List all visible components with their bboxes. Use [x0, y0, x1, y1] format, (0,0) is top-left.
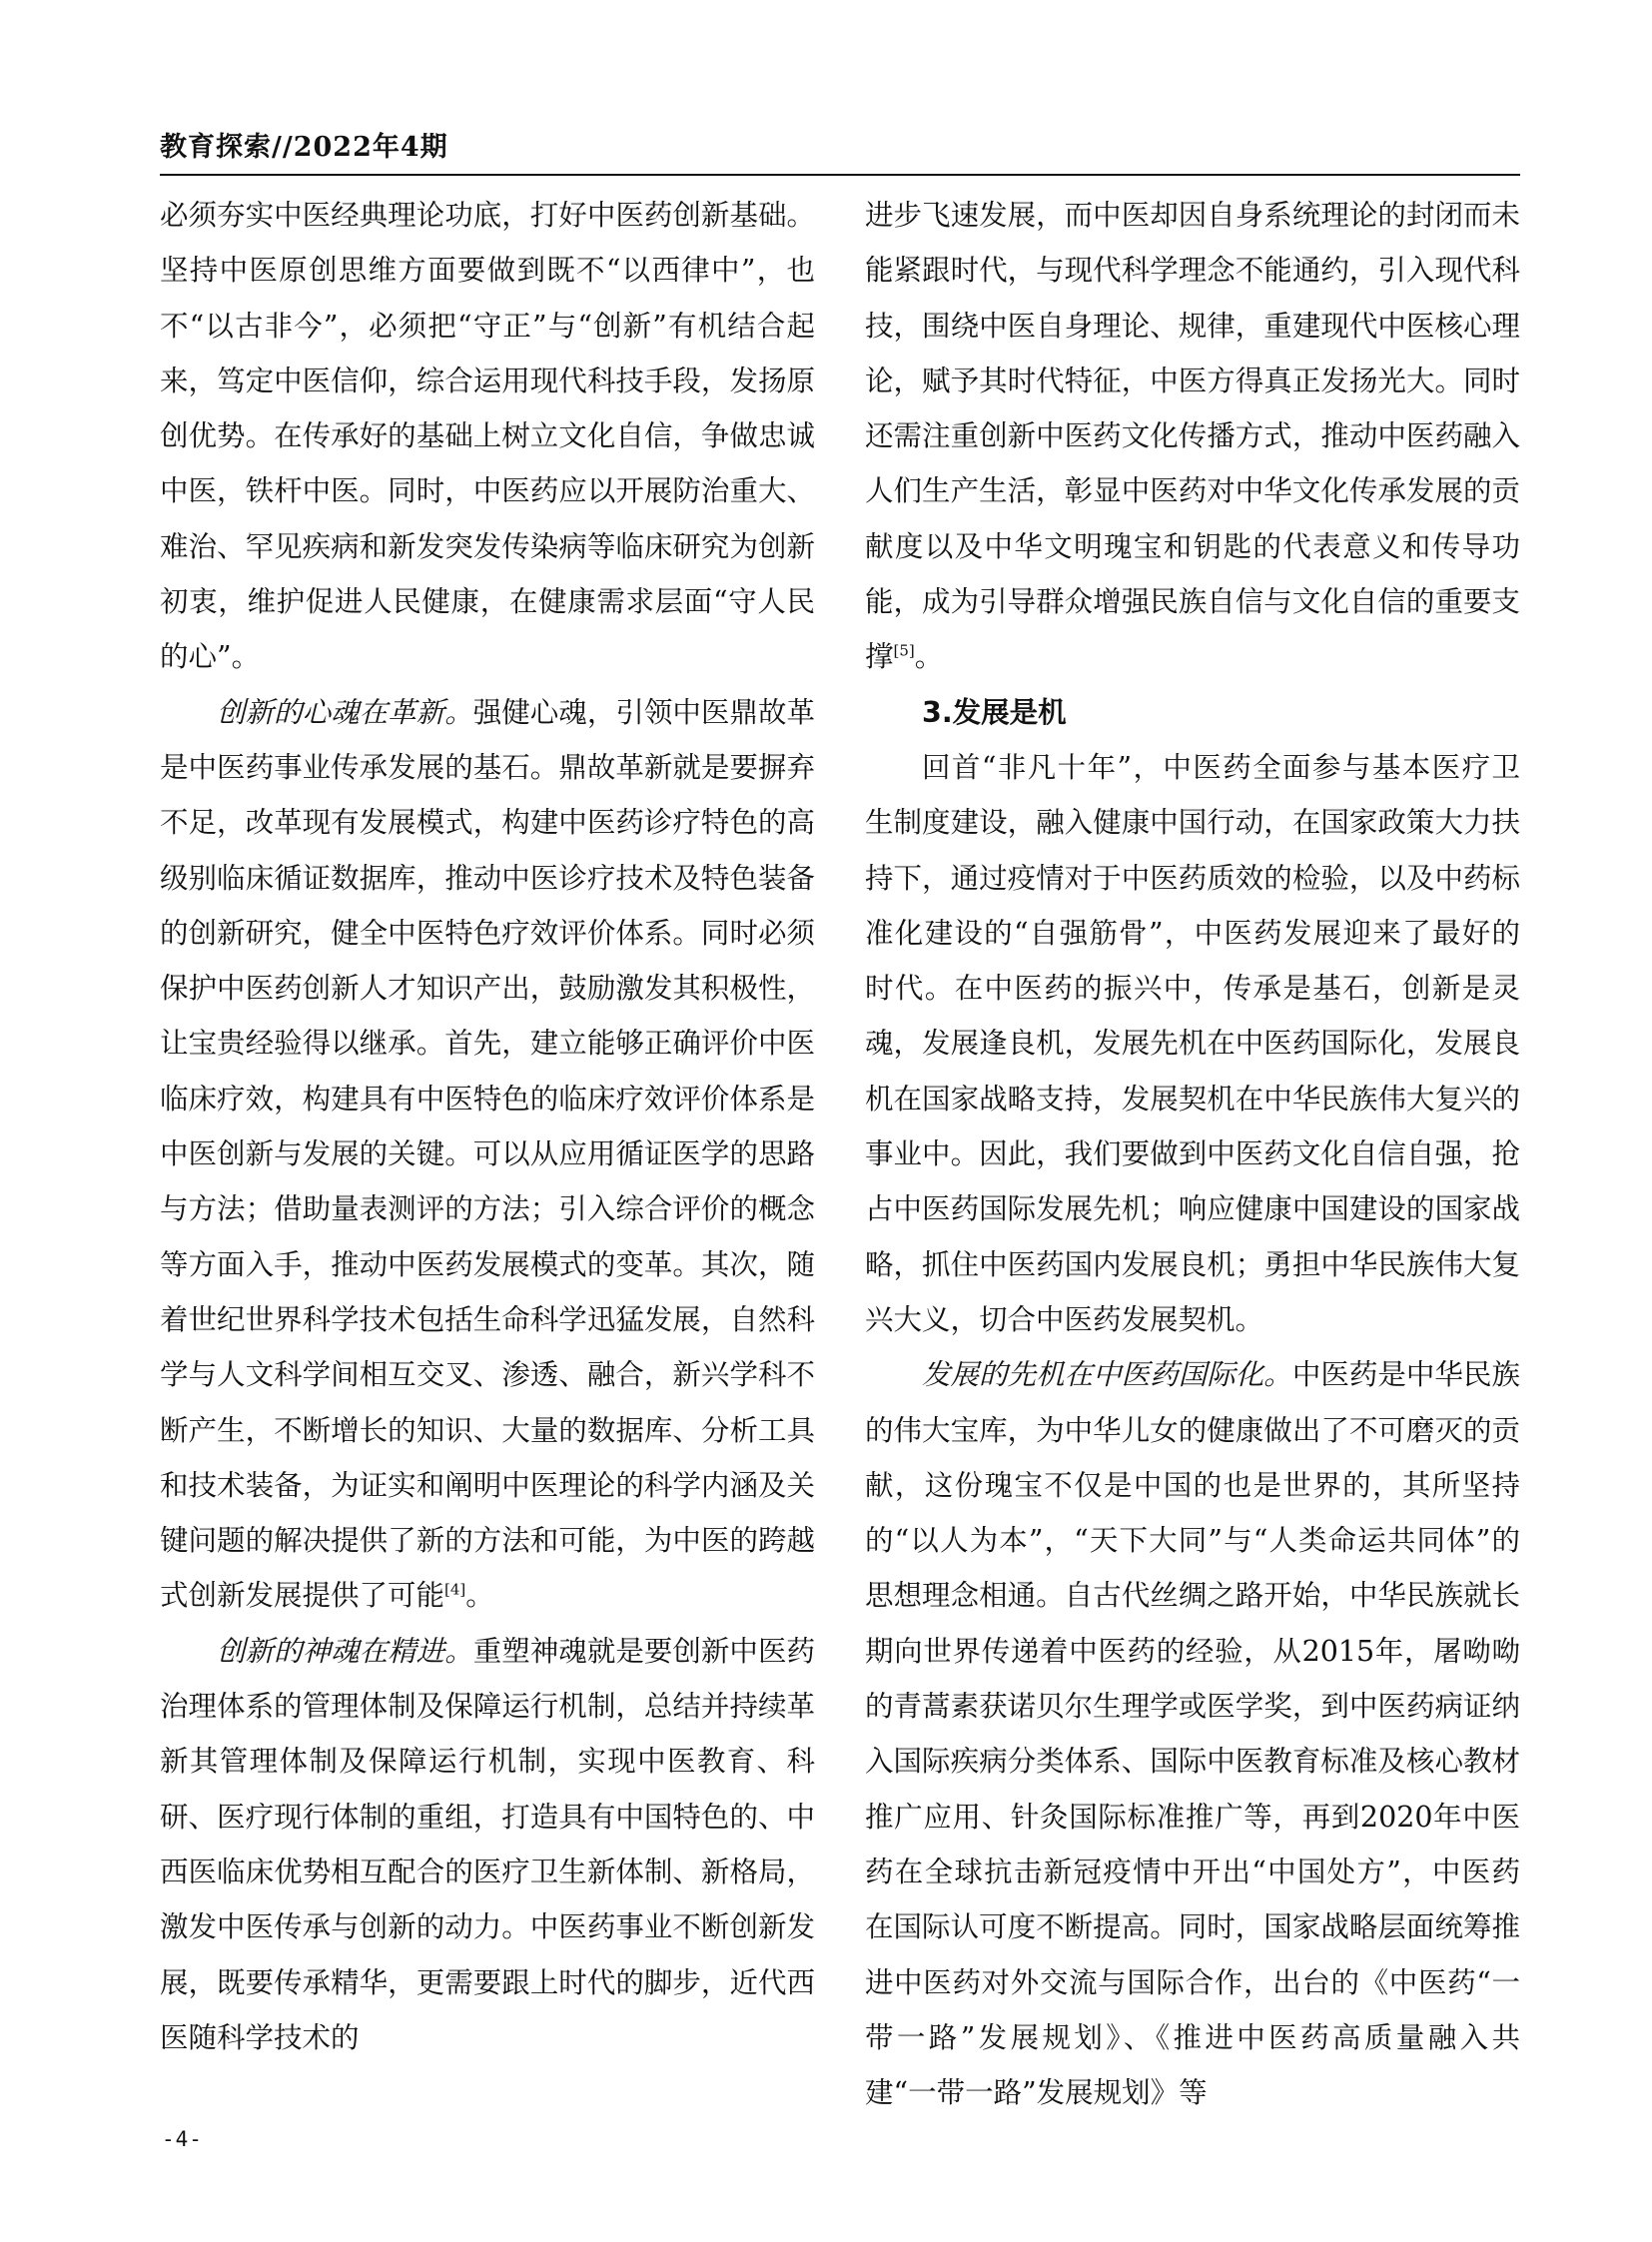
- paragraph-reform: [160, 685, 815, 1624]
- paragraph-body: 进步飞速发展，而中医却因自身系统理论的封闭而未能紧跟时代，与现代科学理念不能通约，引入现代科技，围绕中医自身理论、规律，重建现代中医核心理论，赋予其时代特征，中医方得真正发扬光大。同时还需注重创新中医药文化传播方式，推动中医药融入人们生产生活，彰显中医药对中华文化传承发展的贡献度以及中华文明瑰宝和钥匙的代表意义和传导功能，成为引导群众增强民族自信与文化自信的重要支撑: [865, 199, 1520, 674]
- paragraph-body: 重塑神魂就是要创新中医药治理体系的管理体制及保障运行机制，总结并持续革新其管理体制及保障运行机制，实现中医教育、科研、医疗现行体制的重组，打造具有中国特色的、中西医临床优势相互配合的医疗卫生新体制、新格局，激发中医传承与创新的动力。中医药事业不断创新发展，既要传承精华，更需要跟上时代的脚步，近代西医随科学技术的: [160, 1634, 815, 2054]
- paragraph-end: 。: [914, 640, 944, 674]
- paragraph-lead: 发展的先机在中医药国际化。: [922, 1358, 1292, 1392]
- paragraph-body: 中医药是中华民族的伟大宝库，为中华儿女的健康做出了不可磨灭的贡献，这份瑰宝不仅是中国的也是世界的，其所坚持的“以人为本”，“天下大同”与“人类命运共同体”的思想理念相通。自古代丝绸之路开始，中华民族就长期向世界传递着中医药的经验，从2015年，屠呦呦的青蒿素获诺贝尔生理学或医学奖，到中医药病证纳入国际疾病分类体系、国际中医教育标准及核心教材推广应用、针灸国际标准推广等，再到2020年中医药在全球抗击新冠疫情中开出“中国处方”，中医药在国际认可度不断提高。同时，国家战略层面统筹推进中医药对外交流与国际合作，出台的《中医药“一带一路”发展规划》、《推进中医药高质量融入共建“一带一路”发展规划》等: [865, 1358, 1520, 2110]
- right-column: [865, 188, 1520, 2120]
- paragraph-lead: 创新的神魂在精进。: [217, 1634, 473, 1668]
- section-heading: 3.发展是机: [922, 695, 1067, 729]
- page-number: -4-: [162, 2127, 203, 2151]
- paragraph-development: 回首“非凡十年”，中医药全面参与基本医疗卫生制度建设，融入健康中国行动，在国家政策大力扶持下，通过疫情对于中医药质效的检验，以及中药标准化建设的“自强筋骨”，中医药发展迎来了最好的时代。在中医药的振兴中，传承是基石，创新是灵魂，发展逢良机，发展先机在中医药国际化，发展良机在国家战略支持，发展契机在中华民族伟大复兴的事业中。因此，我们要做到中医药文化自信自强，抢占中医药国际发展先机；响应健康中国建设的国家战略，抓住中医药国内发展良机；勇担中华民族伟大复兴大义，切合中医药发展契机。: [865, 750, 1520, 1336]
- paragraph-continued: 必须夯实中医经典理论功底，打好中医药创新基础。坚持中医原创思维方面要做到既不“以西律中”，也不“以古非今”，必须把“守正”与“创新”有机结合起来，笃定中医信仰，综合运用现代科技手段，发扬原创优势。在传承好的基础上树立文化自信，争做忠诚中医，铁杆中医。同时，中医药应以开展防治重大、难治、罕见疾病和新发突发传染病等临床研究为创新初衷，维护促进人民健康，在健康需求层面“守人民的心”。: [160, 199, 815, 674]
- journal-title: 教育探索//2022年4期: [160, 132, 448, 163]
- paragraph-end: 。: [465, 1579, 494, 1613]
- paragraph-continued: [865, 188, 1520, 685]
- citation-marker: [5]: [893, 641, 915, 660]
- header-divider: [160, 174, 1520, 176]
- paragraph-progress: [160, 1624, 815, 2065]
- paragraph-internationalization: [865, 1347, 1520, 2120]
- left-column: [160, 188, 815, 2065]
- paragraph-body: 强健心魂，引领中医鼎故革是中医药事业传承发展的基石。鼎故革新就是要摒弃不足，改革现有发展模式，构建中医药诊疗特色的高级别临床循证数据库，推动中医诊疗技术及特色装备的创新研究，健全中医特色疗效评价体系。同时必须保护中医药创新人才知识产出，鼓励激发其积极性，让宝贵经验得以继承。首先，建立能够正确评价中医临床疗效，构建具有中医特色的临床疗效评价体系是中医创新与发展的关键。可以从应用循证医学的思路与方法；借助量表测评的方法；引入综合评价的概念等方面入手，推动中医药发展模式的变革。其次，随着世纪世界科学技术包括生命科学迅猛发展，自然科学与人文科学间相互交叉、渗透、融合，新兴学科不断产生，不断增长的知识、大量的数据库、分析工具和技术装备，为证实和阐明中医理论的科学内涵及关键问题的解决提供了新的方法和可能，为中医的跨越式创新发展提供了可能: [160, 695, 815, 1613]
- paragraph-lead: 创新的心魂在革新。: [217, 695, 473, 729]
- citation-marker: [4]: [444, 1580, 466, 1599]
- running-header: [160, 128, 1520, 174]
